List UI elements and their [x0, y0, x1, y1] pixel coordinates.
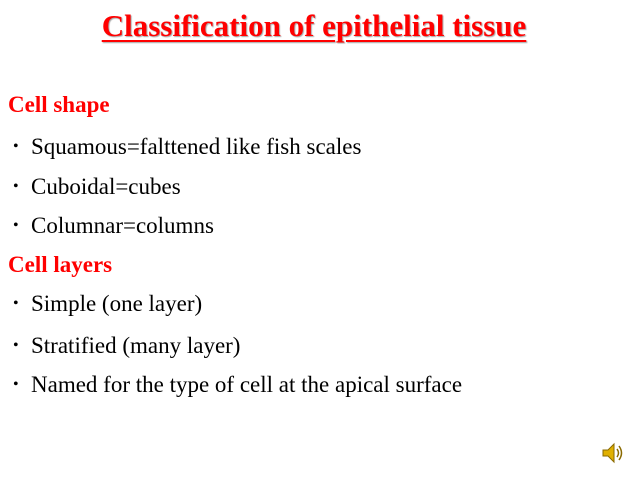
bullet-icon: • [13, 375, 19, 393]
list-item [13, 214, 214, 237]
list-item-text: Stratified (many layer) [31, 333, 241, 358]
list-item [13, 373, 462, 396]
list-item-text: Squamous=falttened like fish scales [31, 134, 362, 159]
section-heading-cell-layers: Cell layers [8, 252, 113, 277]
slide-title: Classification of epithelial tissue [101, 8, 527, 43]
list-item [13, 334, 240, 357]
list-item-text: Named for the type of cell at the apical surface [31, 372, 463, 397]
bullet-icon: • [13, 294, 19, 312]
list-item [13, 135, 361, 158]
list-item-text: Columnar=columns [31, 213, 214, 238]
bullet-icon: • [13, 336, 19, 354]
list-item [13, 175, 181, 198]
speaker-icon[interactable] [601, 441, 623, 465]
bullet-icon: • [13, 216, 19, 234]
list-item-text: Cuboidal=cubes [31, 174, 181, 199]
list-item-text: Simple (one layer) [31, 291, 203, 316]
list-item [13, 292, 202, 315]
bullet-icon: • [13, 177, 19, 195]
bullet-icon: • [13, 137, 19, 155]
section-heading-cell-shape: Cell shape [8, 92, 110, 117]
